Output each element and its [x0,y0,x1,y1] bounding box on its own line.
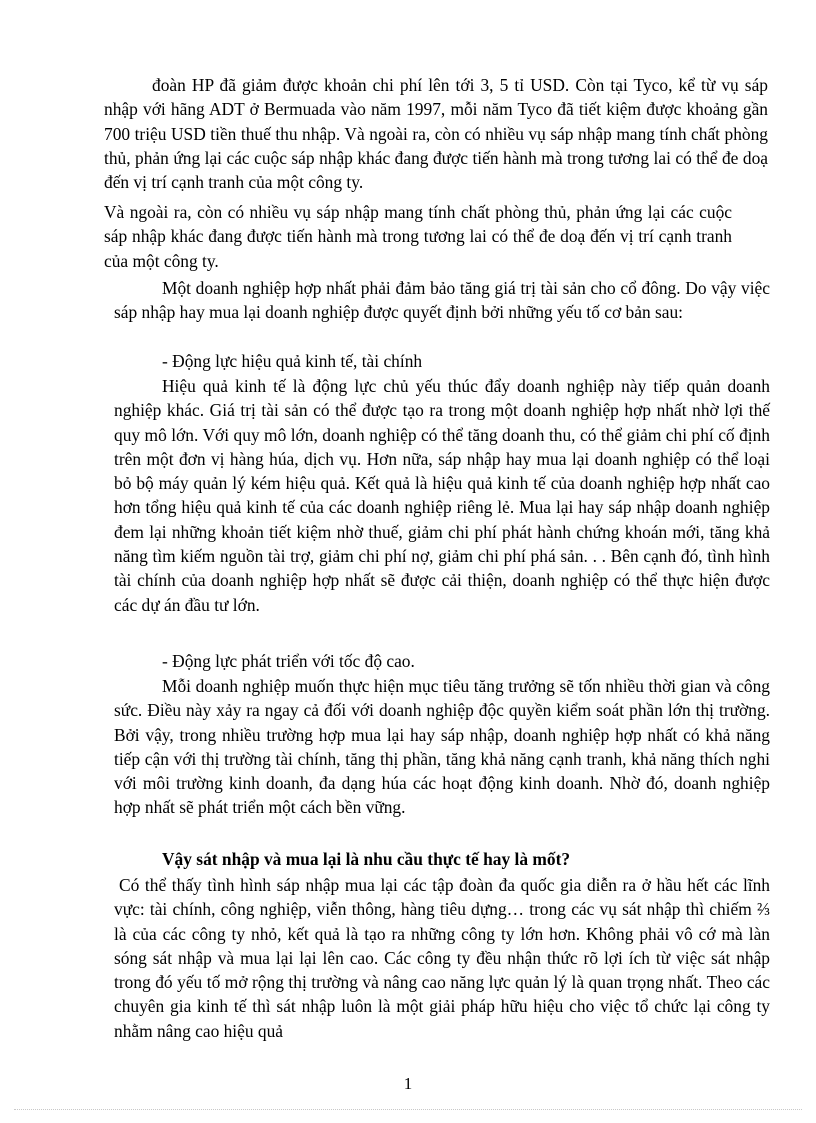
paragraph-hp-tyco-savings: đoàn HP đã giảm được khoản chi phí lên tới 3, 5 tỉ USD. Còn tại Tyco, kể từ vụ sáp nhập với hãng ADT ở Bermuada vào năm 1997, mỗi năm Tyco đã tiết kiệm được khoảng gần 700 triệu USD tiền thuế thu nhập. Và ngoài ra, còn có nhiều vụ sáp nhập mang tính chất phòng thủ, phản ứng lại các cuộc sáp nhập khác đang được tiến hành mà trong tương lai có thể đe doạ đến vị trí cạnh tranh của một công ty. [104,75,768,193]
paragraph-fast-growth: Mỗi doanh nghiệp muốn thực hiện mục tiêu tăng trưởng sẽ tốn nhiều thời gian và công sức. Điều này xảy ra ngay cả đối với doanh nghiệp độc quyền kiểm soát phần lớn thị trường. Bởi vậy, trong nhiều trường hợp mua lại hay sáp nhập, doanh nghiệp hợp nhất có khả năng tiếp cận với thị trường tài chính, tăng thị phần, tăng khả năng cạnh tranh, khả năng thích nghi với môi trường kinh doanh, đa dạng húa các hoạt động kinh doanh. Nhờ đó, doanh nghiệp hợp nhất sẽ phát triển một cách bền vững. [114,676,770,818]
bullet-economic-financial-motive: - Động lực hiệu quả kinh tế, tài chính [162,351,423,371]
paragraph-economic-efficiency: Hiệu quả kinh tế là động lực chủ yếu thúc đẩy doanh nghiệp này tiếp quản doanh nghiệp khác. Giá trị tài sản có thể được tạo ra trong một doanh nghiệp hợp nhất nhờ lợi thế quy mô lớn. Với quy mô lớn, doanh nghiệp có thể tăng doanh thu, có thể giảm chi phí cố định trên một đơn vị hàng húa, dịch vụ. Hơn nữa, sáp nhập hay mua lại doanh nghiệp có thể loại bỏ bộ máy quản lý kém hiệu quả. Kết quả là hiệu quả kinh tế của doanh nghiệp hợp nhất cao hơn tổng hiệu quả kinh tế của các doanh nghiệp riêng lẻ. Mua lại hay sáp nhập doanh nghiệp đem lại những khoản tiết kiệm nhờ thuế, giảm chi phí phát hành chứng khoán mới, tăng khả năng tìm kiếm nguồn tài trợ, giảm chi phí nợ, giảm chi phí phá sản. . . Bên cạnh đó, tình hình tài chính của doanh nghiệp hợp nhất sẽ được cải thiện, doanh nghiệp có thể thực hiện được các dự án đầu tư lớn. [114,376,770,615]
paragraph-merged-enterprise-value: Một doanh nghiệp hợp nhất phải đảm bảo tăng giá trị tài sản cho cổ đông. Do vậy việc sáp nhập hay mua lại doanh nghiệp được quyết định bởi những yếu tố cơ bản sau: [114,278,770,323]
section-heading-trend-or-need: Vậy sát nhập và mua lại là nhu cầu thực tế hay là mốt? [162,849,571,869]
paragraph-global-merger-wave: Có thể thấy tình hình sáp nhập mua lại các tập đoàn đa quốc gia diễn ra ở hầu hết các lĩnh vực: tài chính, công nghiệp, viễn thông, hàng tiêu dựng… trong các vụ sát nhập thì chiếm ⅔ là của các công ty nhỏ, kết quả là tạo ra những công ty lớn hơn. Không phải vô cớ mà làn sóng sát nhập và mua lại lại lên cao. Các công ty đều nhận thức rõ lợi ích từ việc sát nhập trong đó yếu tố mở rộng thị trường và nâng cao năng lực quản lý là quan trọng nhất. Theo các chuyên gia kinh tế thì sát nhập luôn là một giải pháp hữu hiệu cho việc tổ chức lại công ty nhằm nâng cao hiệu quả [114,875,770,1041]
page-number: 1 [403,1074,413,1093]
paragraph-defensive-mergers: Và ngoài ra, còn có nhiều vụ sáp nhập mang tính chất phòng thủ, phản ứng lại các cuộc sáp nhập khác đang được tiến hành mà trong tương lai có thể đe doạ đến vị trí cạnh tranh của một công ty. [104,202,732,271]
page-bottom-border [14,1109,802,1110]
bullet-growth-motive: - Động lực phát triển với tốc độ cao. [162,651,415,671]
